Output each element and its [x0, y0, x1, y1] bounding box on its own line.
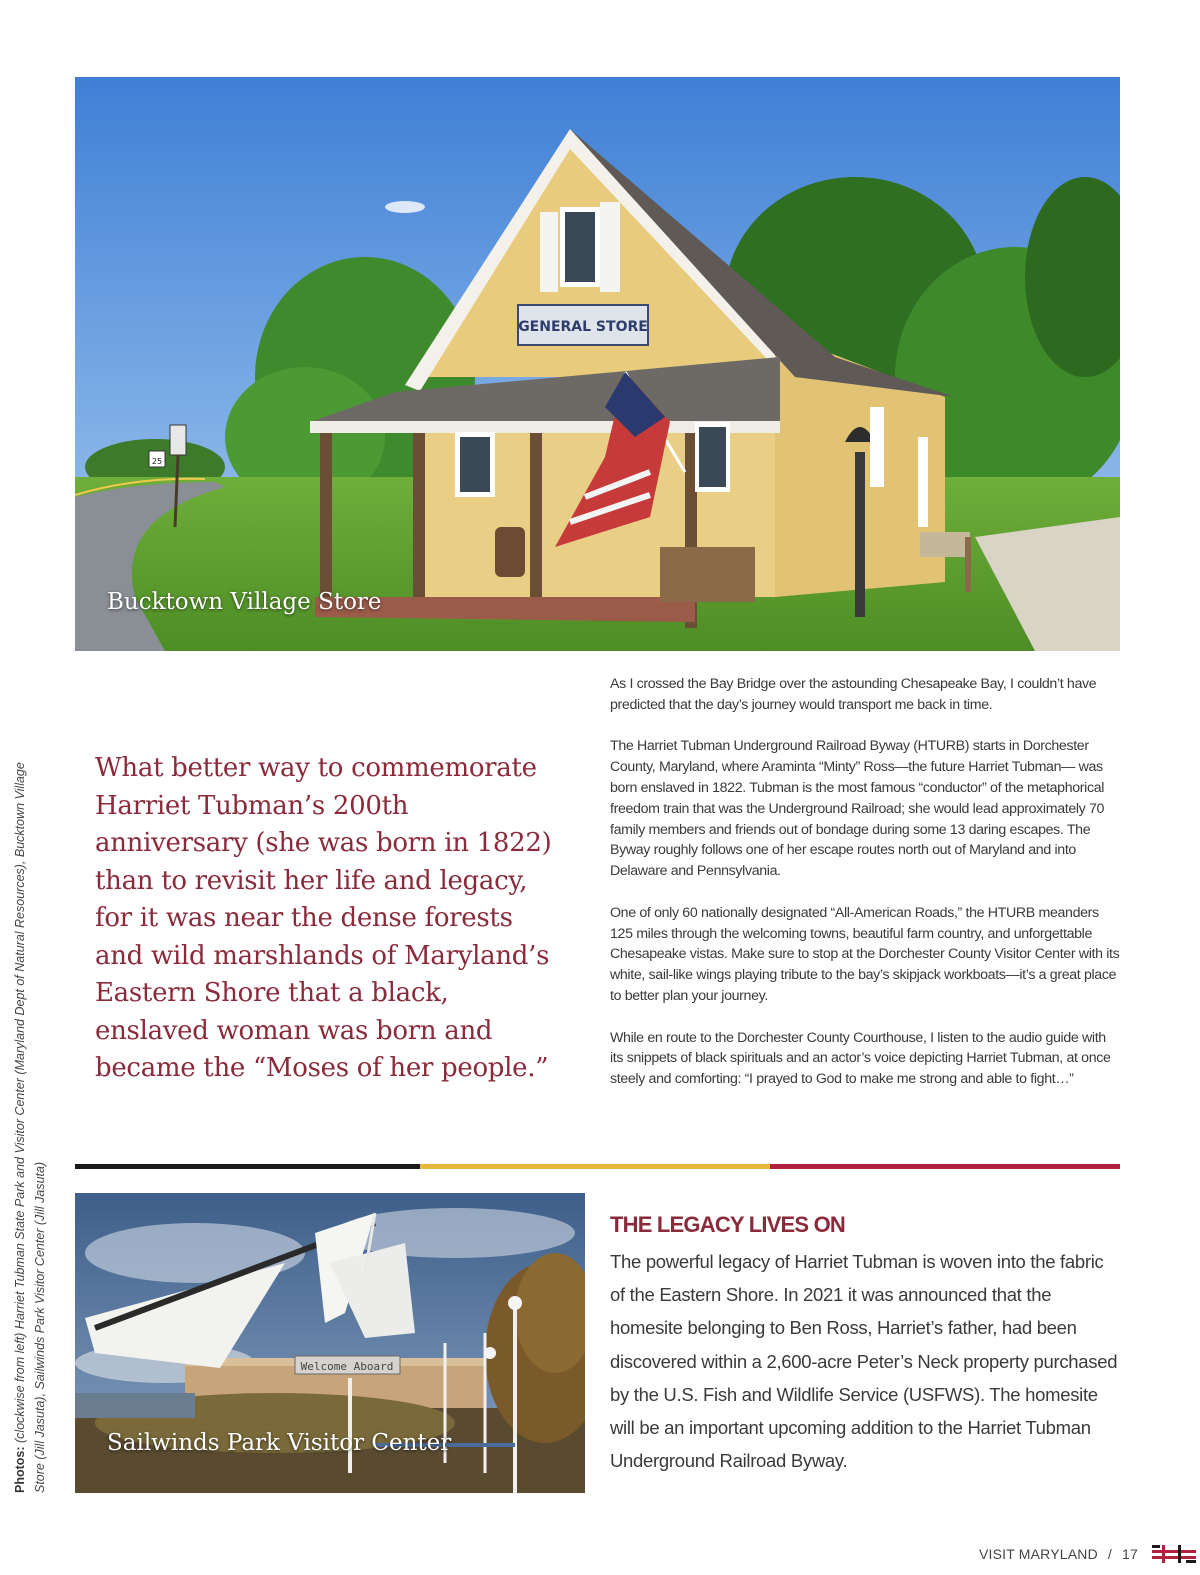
pull-quote: What better way to commemorate Harriet Tubman’s 200th anniversary (she was born in 1822) than to revisit her life and legacy, for it was near the dense forests and wild marshlands of Maryland’s Eastern Shore that a black, enslaved woman was born and became the “Moses of her people.” — [95, 753, 552, 1083]
photo-credit-text: (clockwise from left) Harriet Tubman State Park and Visitor Center (Maryland Dept of Natural Resources), Bucktown Village Store (Jill Jasuta), Sailwinds Park Visitor Center (Jill Jasuta) — [13, 762, 47, 1493]
footer-separator: / — [1107, 1546, 1113, 1562]
welcome-sign-text: Welcome Aboard — [300, 1360, 394, 1373]
article-body — [610, 674, 1122, 1111]
sailwinds-photo — [75, 1193, 585, 1493]
page-number: 17 — [1122, 1546, 1138, 1562]
divider-gold — [420, 1164, 770, 1169]
photo-credit-label: Photos: — [13, 1446, 27, 1493]
store-sign-text: GENERAL STORE — [518, 319, 648, 335]
speed-limit-sign: 25 — [151, 457, 163, 466]
body-paragraph-1: As I crossed the Bay Bridge over the astounding Chesapeake Bay, I couldn’t have predicted that the day’s journey would transport me back in time. — [610, 676, 1097, 713]
body-paragraph-4: While en route to the Dorchester County Courthouse, I listen to the audio guide with its snippets of black spirituals and an actor’s voice depicting Harriet Tubman, at once steely and comforting: “I prayed to God to make me strong and able to fight…” — [610, 1029, 1111, 1088]
legacy-heading: THE LEGACY LIVES ON — [610, 1212, 845, 1237]
maryland-flag-icon — [1152, 1543, 1196, 1565]
sailwinds-caption: Sailwinds Park Visitor Center — [107, 1430, 452, 1456]
divider-red — [770, 1164, 1120, 1169]
bucktown-caption: Bucktown Village Store — [107, 589, 382, 615]
photo-credit — [10, 753, 50, 1493]
publication-name: VISIT MARYLAND — [978, 1546, 1098, 1562]
legacy-text: The powerful legacy of Harriet Tubman is woven into the fabric of the Eastern Shore. In 2021 it was announced that the homesite belonging to Ben Ross, Harriet’s father, had been discovered within a 2,600-acre Peter’s Neck property purchased by the U.S. Fish and Wildlife Service (USFWS). The homesite will be an important upcoming addition to the Harriet Tubman Underground Railroad Byway. — [610, 1251, 1118, 1472]
body-paragraph-2: The Harriet Tubman Underground Railroad Byway (HTURB) starts in Dorchester County, Maryland, where Araminta “Minty” Ross—the future Harriet Tubman— was born enslaved in 1822. Tubman is the most famous “conductor” of the metaphorical freedom train that was the Underground Railroad; she would lead approximately 70 family members and friends out of bondage during some 13 daring escapes. The Byway roughly follows one of her escape routes north out of Maryland and into Delaware and Pennsylvania. — [610, 738, 1105, 880]
divider-black — [75, 1164, 420, 1169]
body-paragraph-3: One of only 60 nationally designated “All-American Roads,” the HTURB meanders 125 miles through the welcoming towns, beautiful farm country, and unforgettable Chesapeake vistas. Make sure to stop at the Dorchester County Visitor Center with its white, sail-like wings playing tribute to the bay’s skipjack workboats—it’s a great place to better plan your journey. — [610, 904, 1120, 1004]
page-footer — [979, 1546, 1138, 1562]
bucktown-store-illustration — [75, 77, 1120, 651]
bucktown-store-photo — [75, 77, 1120, 651]
